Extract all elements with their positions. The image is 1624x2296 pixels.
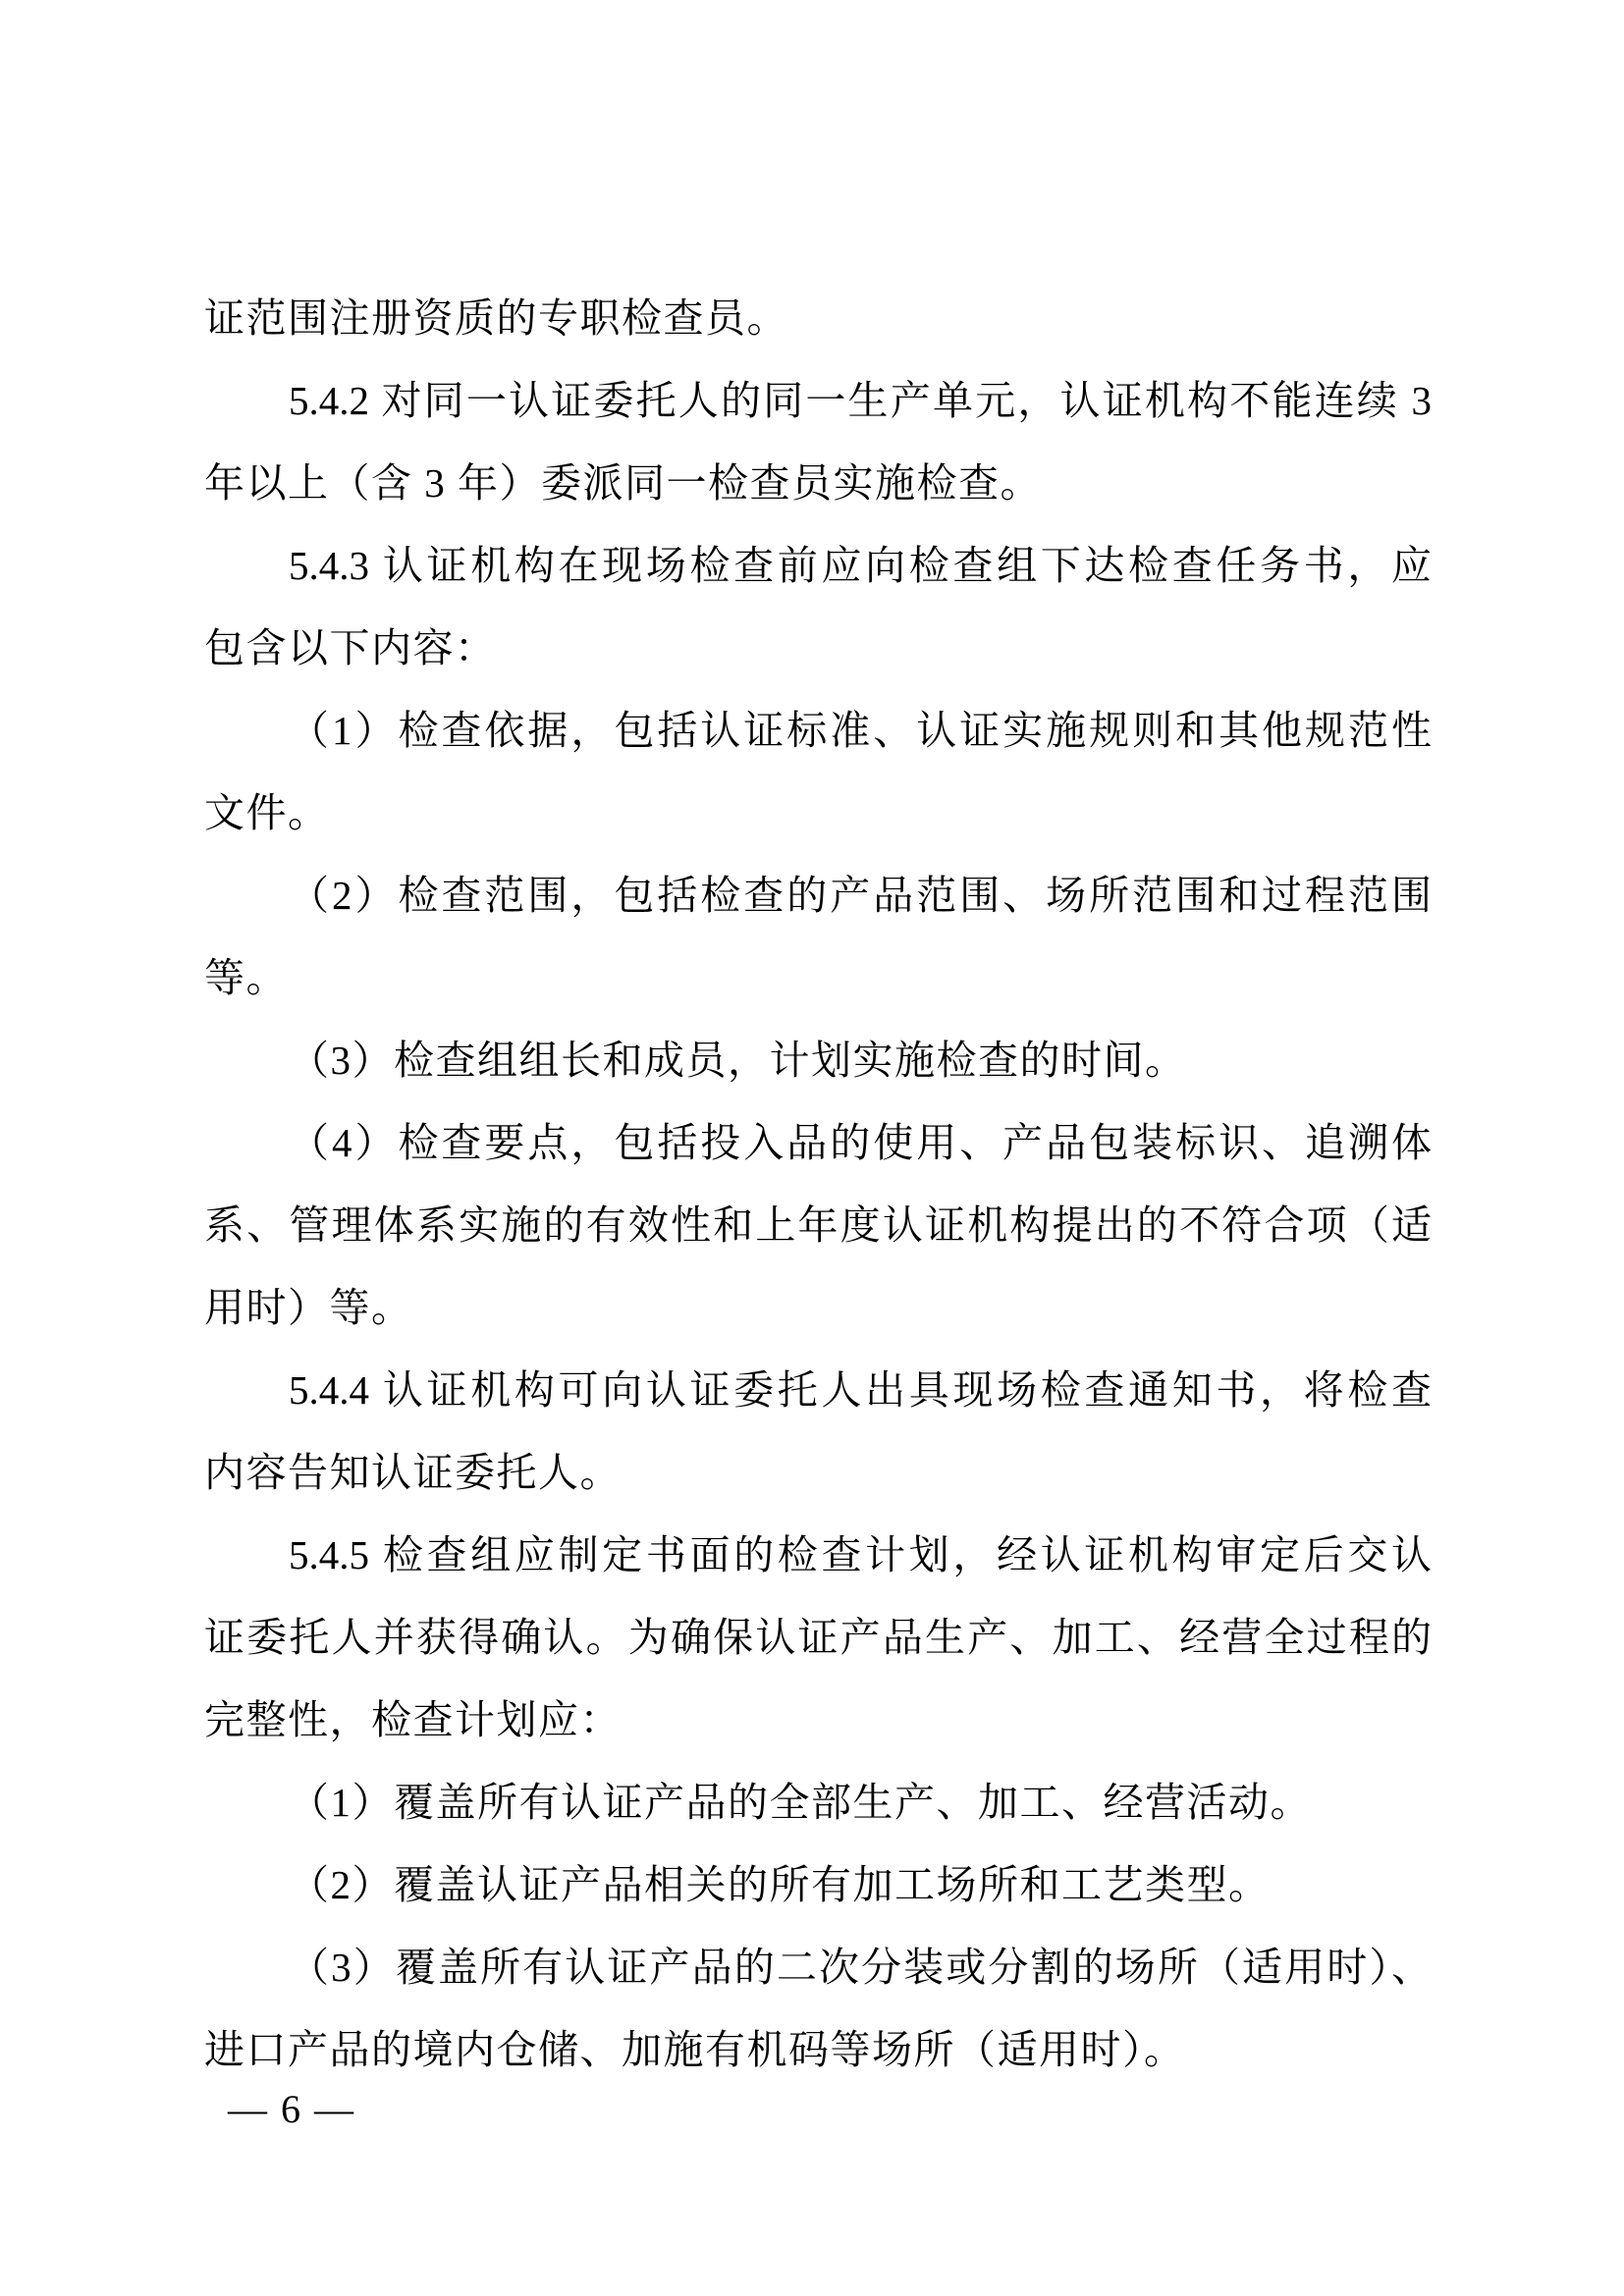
document-line: 完整性，检查计划应： (204, 1697, 622, 1742)
document-line: 系、管理体系实施的有效性和上年度认证机构提出的不符合项（适 (204, 1202, 1432, 1248)
document-line: （3）覆盖所有认证产品的二次分装或分割的场所（适用时）、 (289, 1945, 1432, 1990)
document-line: 内容告知认证委托人。 (204, 1450, 622, 1495)
document-line: （2）覆盖认证产品相关的所有加工场所和工艺类型。 (289, 1862, 1271, 1907)
document-line: 5.4.4 认证机构可向认证委托人出具现场检查通知书，将检查 (289, 1367, 1432, 1413)
document-line: （3）检查组组长和成员，计划实施检查的时间。 (289, 1038, 1187, 1083)
document-line: （1）覆盖所有认证产品的全部生产、加工、经营活动。 (289, 1780, 1312, 1825)
document-line: 5.4.3 认证机构在现场检查前应向检查组下达检查任务书，应 (289, 543, 1432, 588)
page-number: — 6 — (228, 2087, 355, 2131)
document-line: 年以上（含 3 年）委派同一检查员实施检查。 (204, 460, 1042, 506)
document-line: 5.4.2 对同一认证委托人的同一生产单元，认证机构不能连续 3 (289, 378, 1432, 423)
document-line: （1）检查依据，包括认证标准、认证实施规则和其他规范性 (289, 708, 1432, 753)
document-line: 5.4.5 检查组应制定书面的检查计划，经认证机构审定后交认 (289, 1532, 1432, 1577)
document-body (204, 277, 1432, 2091)
document-line: 包含以下内容： (204, 625, 497, 670)
document-line: 进口产品的境内仓储、加施有机码等场所（适用时）。 (204, 2027, 1186, 2072)
document-line: （2）检查范围，包括检查的产品范围、场所范围和过程范围 (289, 873, 1432, 918)
document-line: 等。 (204, 955, 288, 1000)
document-line: 文件。 (204, 790, 330, 835)
document-line: 证委托人并获得确认。为确保认证产品生产、加工、经营全过程的 (204, 1615, 1432, 1660)
document-line: 用时）等。 (204, 1285, 413, 1330)
document-line: 证范围注册资质的专职检查员。 (204, 295, 788, 341)
document-line: （4）检查要点，包括投入品的使用、产品包装标识、追溯体 (289, 1120, 1432, 1165)
